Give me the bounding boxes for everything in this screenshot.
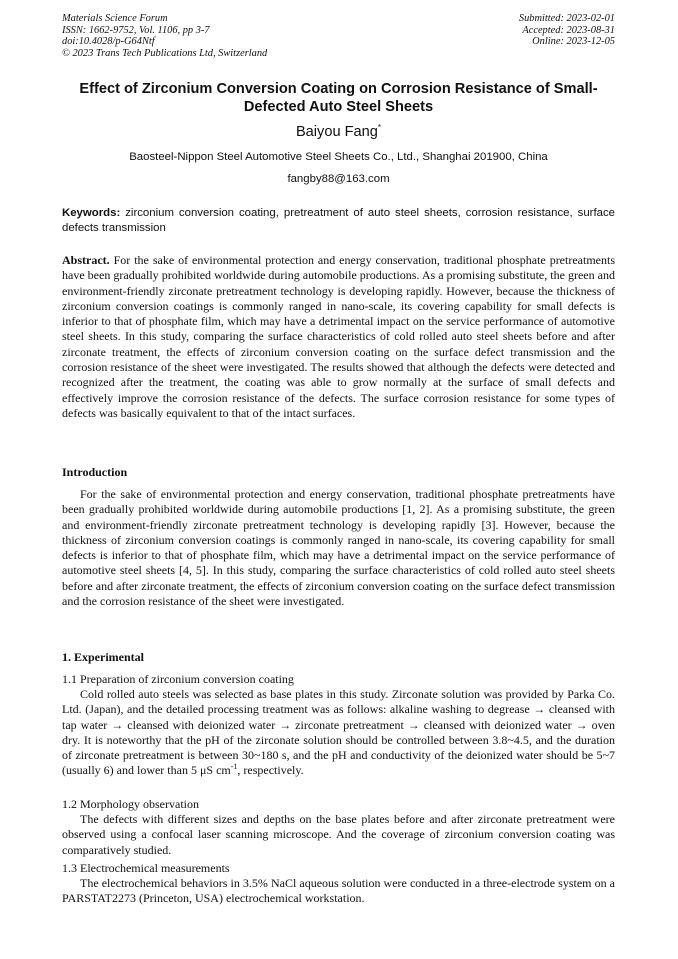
journal-name: Materials Science Forum bbox=[62, 13, 168, 24]
subsection-1-3-paragraph: The electrochemical behaviors in 3.5% NaCl aqueous solution were conducted in a three-electrode system on a PARSTAT2273 (Princeton, USA) electrochemical workstation. bbox=[62, 876, 615, 906]
online-date: Online: 2023-12-05 bbox=[532, 36, 615, 48]
experimental-heading: 1. Experimental bbox=[62, 650, 144, 664]
author-mark: * bbox=[377, 123, 382, 132]
affiliation: Baosteel-Nippon Steel Automotive Steel Sheets Co., Ltd., Shanghai 201900, China bbox=[129, 151, 548, 163]
paper-title: Effect of Zirconium Conversion Coating on Corrosion Resistance of Small-Defected Auto Steel Sheets bbox=[79, 81, 598, 115]
subsection-1-1-text: Cold rolled auto steels was selected as base plates in this study. Zirconate solution was provided by Parka Co. Ltd. (Japan), and the detailed processing treatment was as follows: alkaline washing to degrease → cleansed with tap water → cleansed with deionized water → zirconate pretreatment → cleansed with deionized water → oven dry. It is noteworthy that the pH of the zirconate solution should be controlled between 3.8~4.5, and the duration of zirconate pretreatment is between 30~180 s, and the pH and conductivity of the deionized water should be 5~7 (usually 6) and lower than 5 μS cm bbox=[62, 687, 615, 778]
subsection-1-3-title: 1.3 Electrochemical measurements bbox=[62, 861, 230, 875]
subsection-1-1-title: 1.1 Preparation of zirconium conversion coating bbox=[62, 672, 294, 686]
author-line bbox=[62, 123, 615, 141]
keywords-text: zirconium conversion coating, pretreatment of auto steel sheets, corrosion resistance, surface defects transmission bbox=[62, 207, 615, 235]
unit-exponent: -1 bbox=[230, 762, 238, 772]
introduction-heading: Introduction bbox=[62, 465, 128, 479]
author-email: fangby88@163.com bbox=[287, 173, 390, 185]
dates-info bbox=[519, 13, 615, 48]
accepted-date: Accepted: 2023-08-31 bbox=[522, 24, 615, 36]
introduction-paragraph: For the sake of environmental protection and energy conservation, traditional phosphate pretreatments have been gradually prohibited worldwide during automobile productions [1, 2]. As a promising substitute, the green and environment-friendly zirconate pretreatment technology is developing rapidly [3]. However, because the thickness of zirconium conversion coatings is commonly ranged in nano-scale, its covering capability for small defects is inferior to that of phosphate film, which may have a detrimental impact on the service performance of automotive steel sheets [4, 5]. In this study, comparing the surface characteristics of cold rolled auto steel sheets before and after zirconate treatment, the effects of zirconium conversion coating on the surface defect transmission and the corrosion resistance of the sheet were investigated. bbox=[62, 487, 615, 609]
keywords bbox=[62, 206, 615, 237]
author-name: Baiyou Fang bbox=[295, 124, 378, 140]
copyright-line: © 2023 Trans Tech Publications Ltd, Switzerland bbox=[62, 47, 268, 59]
subsection-1-1-end: , respectively. bbox=[237, 763, 304, 778]
abstract bbox=[62, 253, 615, 421]
submitted-date: Submitted: 2023-02-01 bbox=[518, 13, 615, 24]
keywords-label: Keywords: bbox=[62, 207, 121, 219]
issn-line: ISSN: 1662-9752, Vol. 1106, pp 3-7 bbox=[62, 24, 210, 36]
abstract-text: For the sake of environmental protection and energy conservation, traditional phosphate pretreatments have been gradually prohibited worldwide during automobile productions. As a promising substitute, the green and environment-friendly zirconate pretreatment technology is developing rapidly. However, because the thickness of zirconium conversion coatings is commonly ranged in nano-scale, its covering capability for small defects is inferior to that of phosphate film, which may have a detrimental impact on the service performance of automotive steel sheets. In this study, comparing the surface characteristics of cold rolled auto steel sheets before and after zirconate treatment, the effects of zirconium conversion coating on the surface defect transmission and the corrosion resistance of the sheet were investigated. The results showed that although the defects were detected and recognized after the treatment, the coating was able to grow normally at the surface of small defects and effectively improve the corrosion resistance of the defects. The surface corrosion resistance for some types of defects was basically equivalent to that of the intact surfaces. bbox=[62, 253, 615, 420]
abstract-label: Abstract. bbox=[62, 253, 110, 267]
doi-line: doi:10.4028/p-G64Ntf bbox=[62, 36, 155, 48]
subsection-1-2-paragraph: The defects with different sizes and depths on the base plates before and after zirconate pretreatment were observed using a confocal laser scanning microscope. And the coverage of zirconium conversion coating was comparatively studied. bbox=[62, 812, 615, 857]
journal-info bbox=[62, 13, 267, 59]
subsection-1-2-title: 1.2 Morphology observation bbox=[62, 797, 199, 811]
subsection-1-1-paragraph bbox=[62, 687, 615, 779]
